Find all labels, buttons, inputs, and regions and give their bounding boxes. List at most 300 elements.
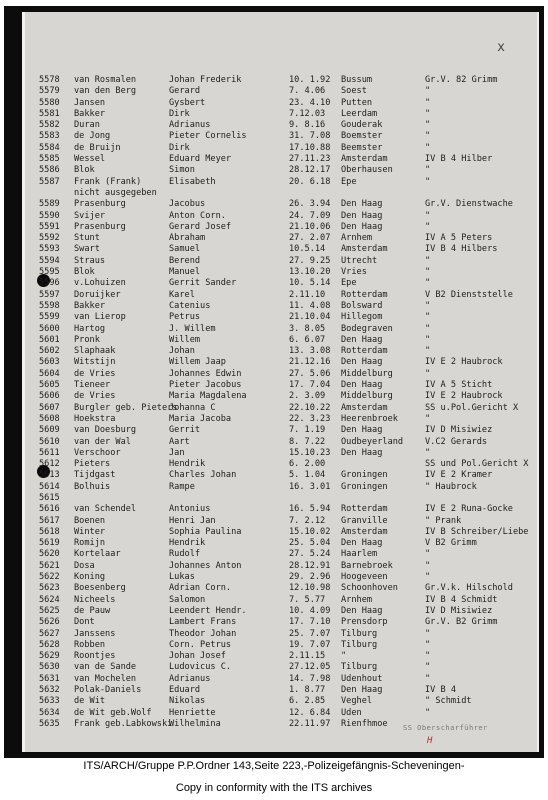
entry-number: 5597 bbox=[39, 289, 60, 300]
entry-number: 5592 bbox=[39, 233, 60, 244]
entry-department-note: IV D Misiwiez bbox=[425, 425, 493, 436]
entry-number: 5580 bbox=[39, 97, 60, 108]
entry-birth-place: Haarlem bbox=[341, 549, 378, 560]
register-row bbox=[39, 131, 529, 142]
entry-surname: van der Wal bbox=[74, 436, 131, 447]
entry-birth-place: Bussum bbox=[341, 75, 373, 85]
entry-number: 5618 bbox=[39, 526, 60, 537]
entry-surname: Svijer bbox=[74, 210, 106, 221]
entry-number: 5632 bbox=[39, 685, 60, 696]
register-row bbox=[39, 674, 529, 685]
entry-department-note: SS und Pol.Gericht X bbox=[425, 459, 529, 470]
entry-department-note: " bbox=[425, 651, 431, 662]
entry-birth-date: 2.11.15 bbox=[289, 651, 326, 662]
entry-number: 5593 bbox=[39, 244, 60, 255]
entry-given-name: Pieter Jacobus bbox=[169, 380, 242, 391]
entry-given-name: Johan Josef bbox=[169, 651, 226, 662]
entry-birth-place: Groningen bbox=[341, 481, 388, 492]
entry-given-name: Lukas bbox=[169, 572, 195, 583]
entry-birth-date: 27. 5.24 bbox=[289, 549, 331, 560]
register-row bbox=[39, 437, 529, 448]
entry-birth-date: 5. 1.04 bbox=[289, 470, 326, 481]
entry-surname: van Lierop bbox=[74, 312, 126, 323]
entry-birth-date: 27. 5.06 bbox=[289, 368, 331, 379]
entry-birth-date: 10. 4.09 bbox=[289, 605, 331, 616]
entry-birth-date: 25. 5.04 bbox=[289, 538, 331, 549]
entry-surname: Boesenberg bbox=[74, 583, 126, 594]
entry-number: 5605 bbox=[39, 380, 60, 391]
register-row bbox=[39, 211, 529, 222]
entry-department-note: IV E 2 Haubrock bbox=[425, 357, 503, 368]
entry-surname: Frank (Frank) bbox=[74, 176, 142, 187]
entry-given-name: Samuel bbox=[169, 244, 201, 255]
entry-number: 5612 bbox=[39, 459, 60, 470]
entry-birth-place: Den Haag bbox=[341, 357, 383, 368]
entry-birth-date: 27. 2.07 bbox=[289, 233, 331, 244]
entry-birth-date: 2.11.10 bbox=[289, 289, 326, 300]
entry-given-name: Johan bbox=[169, 346, 195, 357]
entry-birth-place: Boemster bbox=[341, 131, 383, 142]
register-row bbox=[39, 504, 529, 515]
entry-birth-date: 7. 4.06 bbox=[289, 86, 326, 97]
entry-given-name: Johannes Anton bbox=[169, 560, 242, 571]
register-row bbox=[39, 617, 529, 628]
entry-surname: Hoekstra bbox=[74, 413, 116, 424]
entry-number: 5583 bbox=[39, 131, 60, 142]
register-row bbox=[39, 256, 529, 267]
entry-birth-date: 21.10.06 bbox=[289, 221, 331, 232]
register-row bbox=[39, 391, 529, 402]
register-row bbox=[39, 651, 529, 662]
entry-surname: van Schendel bbox=[74, 504, 137, 515]
entry-surname: Pieters bbox=[74, 459, 111, 470]
entry-department-note: " bbox=[425, 300, 431, 311]
entry-birth-place: Epe bbox=[341, 176, 357, 187]
register-row bbox=[39, 120, 529, 131]
entry-surname: Swart bbox=[74, 244, 100, 255]
register-row bbox=[39, 583, 529, 594]
entry-number: 5578 bbox=[39, 75, 60, 85]
entry-birth-place: Oudbeyerland bbox=[341, 436, 404, 447]
entry-surname: de Jong bbox=[74, 131, 111, 142]
register-row bbox=[39, 369, 529, 380]
register-row bbox=[39, 312, 529, 323]
entry-birth-place: Soest bbox=[341, 86, 367, 97]
entry-department-note: " bbox=[425, 131, 431, 142]
entry-surname: Bolhuis bbox=[74, 481, 111, 492]
entry-given-name: Theodor Johan bbox=[169, 628, 237, 639]
register-row bbox=[39, 685, 529, 696]
entry-birth-date: 1. 8.77 bbox=[289, 685, 326, 696]
register-row bbox=[39, 290, 529, 301]
entry-birth-place: Den Haag bbox=[341, 685, 383, 696]
entry-department-note: " bbox=[425, 312, 431, 323]
register-row bbox=[39, 482, 529, 493]
entry-surname: Boenen bbox=[74, 515, 106, 526]
entry-number: 5602 bbox=[39, 346, 60, 357]
entry-given-name: Johannes Edwin bbox=[169, 368, 242, 379]
entry-given-name: Dirk bbox=[169, 108, 190, 119]
entry-birth-date: 8. 7.22 bbox=[289, 436, 326, 447]
entry-department-note: Gr.V.k. Hilschold bbox=[425, 583, 513, 594]
entry-number: 5621 bbox=[39, 560, 60, 571]
entry-birth-place: Bolsward bbox=[341, 300, 383, 311]
entry-surname: Roontjes bbox=[74, 651, 116, 662]
entry-birth-date: 21.12.16 bbox=[289, 357, 331, 368]
entry-birth-place: Amsterdam bbox=[341, 154, 388, 165]
register-row bbox=[39, 459, 529, 470]
entry-birth-date: 27. 9.25 bbox=[289, 255, 331, 266]
entry-surname: Duran bbox=[74, 120, 100, 131]
entry-surname: de Wit geb.Wolf bbox=[74, 707, 152, 718]
entry-department-note: V.C2 Gerards bbox=[425, 436, 488, 447]
stamp-text: SS Oberscharführer bbox=[403, 724, 488, 732]
entry-department-note: " Prank bbox=[425, 515, 462, 526]
register-row bbox=[39, 470, 529, 481]
entry-birth-place: Groningen bbox=[341, 470, 388, 481]
entry-birth-place: Amsterdam bbox=[341, 402, 388, 413]
entry-surname: Jansen bbox=[74, 97, 106, 108]
register-row bbox=[39, 267, 529, 278]
entry-number: 5613 bbox=[39, 470, 60, 481]
entry-surname: de Wit bbox=[74, 696, 106, 707]
entry-surname: Dont bbox=[74, 617, 95, 628]
entry-given-name: Simon bbox=[169, 165, 195, 176]
entry-birth-date: 22.11.97 bbox=[289, 718, 331, 729]
entry-surname: Wessel bbox=[74, 154, 106, 165]
entry-birth-place: Den Haag bbox=[341, 221, 383, 232]
register-row bbox=[39, 516, 529, 527]
entry-number: 5582 bbox=[39, 120, 60, 131]
entry-surname: Doruijker bbox=[74, 289, 121, 300]
register-row bbox=[39, 357, 529, 368]
entry-birth-date: 6. 6.07 bbox=[289, 334, 326, 345]
entry-birth-place: Den Haag bbox=[341, 334, 383, 345]
entry-surname: Prasenburg bbox=[74, 199, 126, 210]
entry-birth-place: Den Haag bbox=[341, 605, 383, 616]
register-row bbox=[39, 448, 529, 459]
entry-surname: Nicheels bbox=[74, 594, 116, 605]
entry-number: 5594 bbox=[39, 255, 60, 266]
entry-surname: van Rosmalen bbox=[74, 75, 137, 85]
entry-birth-date: 16. 5.94 bbox=[289, 504, 331, 515]
entry-birth-place: Hoogeveen bbox=[341, 572, 388, 583]
register-row bbox=[39, 629, 529, 640]
entry-given-name: Aart bbox=[169, 436, 190, 447]
entry-birth-date: 11. 4.08 bbox=[289, 300, 331, 311]
entry-number: 5587 bbox=[39, 176, 60, 187]
entry-given-name: Nikolas bbox=[169, 696, 206, 707]
register-row bbox=[39, 98, 529, 109]
entry-birth-place: Uden bbox=[341, 707, 362, 718]
entry-birth-place: Heerenbroek bbox=[341, 413, 398, 424]
entry-surname: nicht ausgegeben bbox=[74, 187, 157, 198]
entry-given-name: Pieter Cornelis bbox=[169, 131, 247, 142]
entry-department-note: " bbox=[425, 120, 431, 131]
entry-number: 5634 bbox=[39, 707, 60, 718]
register-row bbox=[39, 244, 529, 255]
entry-department-note: " bbox=[425, 413, 431, 424]
entry-surname: Blok bbox=[74, 267, 95, 278]
entry-birth-place: Den Haag bbox=[341, 538, 383, 549]
entry-surname: Straus bbox=[74, 255, 106, 266]
entry-birth-place: Tilburg bbox=[341, 662, 378, 673]
entry-given-name: Antonius bbox=[169, 504, 211, 515]
entry-number: 5628 bbox=[39, 639, 60, 650]
entry-department-note: " bbox=[425, 447, 431, 458]
handwritten-signature: H bbox=[427, 736, 433, 746]
entry-birth-place: Rotterdam bbox=[341, 346, 388, 357]
entry-given-name: Wilhelmina bbox=[169, 718, 221, 729]
entry-department-note: " bbox=[425, 628, 431, 639]
entry-birth-place: Udenhout bbox=[341, 673, 383, 684]
entry-birth-date: 14. 7.98 bbox=[289, 673, 331, 684]
entry-number: 5615 bbox=[39, 492, 60, 503]
entry-surname: Bakker bbox=[74, 108, 106, 119]
entry-birth-date: 28.12.91 bbox=[289, 560, 331, 571]
entry-number: 5581 bbox=[39, 108, 60, 119]
entry-number: 5630 bbox=[39, 662, 60, 673]
entry-birth-date: 6. 2.85 bbox=[289, 696, 326, 707]
entry-birth-date: 25. 7.07 bbox=[289, 628, 331, 639]
entry-birth-date: 7. 5.77 bbox=[289, 594, 326, 605]
entry-given-name: Berend bbox=[169, 255, 201, 266]
entry-birth-date: 2. 3.09 bbox=[289, 391, 326, 402]
entry-birth-place: Arnhem bbox=[341, 233, 373, 244]
register-row bbox=[39, 493, 529, 504]
entry-number: 5627 bbox=[39, 628, 60, 639]
register-row bbox=[39, 708, 529, 719]
register-row bbox=[39, 662, 529, 673]
entry-birth-place: Veghel bbox=[341, 696, 373, 707]
conformity-caption: Copy in conformity with the ITS archives bbox=[175, 782, 373, 794]
register-row bbox=[39, 222, 529, 233]
register-row bbox=[39, 335, 529, 346]
entry-number: 5635 bbox=[39, 718, 60, 729]
entry-number: 5585 bbox=[39, 154, 60, 165]
entry-birth-place: Oberhausen bbox=[341, 165, 393, 176]
entry-department-note: IV B 4 bbox=[425, 685, 457, 696]
entry-number: 5617 bbox=[39, 515, 60, 526]
entry-surname: Frank geb.Labkowski bbox=[74, 718, 173, 729]
entry-birth-place: Prensdorp bbox=[341, 617, 388, 628]
entry-given-name: Lambert Frans bbox=[169, 617, 237, 628]
entry-given-name: Sophia Paulina bbox=[169, 526, 242, 537]
entry-birth-date: 28.12.17 bbox=[289, 165, 331, 176]
entry-given-name: Charles Johan bbox=[169, 470, 237, 481]
entry-department-note: " bbox=[425, 142, 431, 153]
scan-frame bbox=[4, 6, 544, 758]
entry-department-note: IV E 2 Haubrock bbox=[425, 391, 503, 402]
entry-number: 5589 bbox=[39, 199, 60, 210]
entry-surname: de Bruijn bbox=[74, 142, 121, 153]
entry-department-note: " bbox=[425, 639, 431, 650]
entry-surname: de Vries bbox=[74, 391, 116, 402]
entry-department-note: " bbox=[425, 368, 431, 379]
entry-given-name: Adrianus bbox=[169, 673, 211, 684]
register-row bbox=[39, 154, 529, 165]
entry-department-note: IV B 4 Hilber bbox=[425, 154, 493, 165]
entry-surname: Hartog bbox=[74, 323, 106, 334]
register-row bbox=[39, 527, 529, 538]
entry-surname: van den Berg bbox=[74, 86, 137, 97]
entry-department-note: " bbox=[425, 176, 431, 187]
entry-birth-place: Rienfhmoe bbox=[341, 718, 388, 729]
entry-number: 5595 bbox=[39, 267, 60, 278]
entry-birth-place: Middelburg bbox=[341, 368, 393, 379]
entry-department-note: " bbox=[425, 560, 431, 571]
entry-department-note: V B2 Dienststelle bbox=[425, 289, 513, 300]
entry-surname: van Doesburg bbox=[74, 425, 137, 436]
entry-birth-place: Granville bbox=[341, 515, 388, 526]
entry-given-name: Gerrit bbox=[169, 425, 201, 436]
entry-given-name: Eduard Meyer bbox=[169, 154, 232, 165]
entry-birth-date: 16. 3.01 bbox=[289, 481, 331, 492]
entry-birth-place: Epe bbox=[341, 278, 357, 289]
entry-birth-place: Den Haag bbox=[341, 425, 383, 436]
register-row bbox=[39, 165, 529, 176]
entry-surname: Pronk bbox=[74, 334, 100, 345]
entry-given-name: Manuel bbox=[169, 267, 201, 278]
register-row bbox=[39, 640, 529, 651]
entry-given-name: Henriette bbox=[169, 707, 216, 718]
register-row bbox=[39, 233, 529, 244]
entry-department-note: " bbox=[425, 267, 431, 278]
entry-number: 5603 bbox=[39, 357, 60, 368]
entry-department-note: IV E 2 Kramer bbox=[425, 470, 493, 481]
register-row bbox=[39, 403, 529, 414]
entry-given-name: Leendert Hendr. bbox=[169, 605, 247, 616]
entry-birth-place: Tilburg bbox=[341, 628, 378, 639]
register-row bbox=[39, 177, 529, 188]
entry-given-name: Adrian Corn. bbox=[169, 583, 232, 594]
entry-surname: Tieneer bbox=[74, 380, 111, 391]
entry-department-note: SS u.Pol.Gericht X bbox=[425, 402, 519, 413]
entry-given-name: Johanna C bbox=[169, 402, 216, 413]
entry-department-note: " bbox=[425, 221, 431, 232]
register-row bbox=[39, 278, 529, 289]
entry-birth-date: 10.5.14 bbox=[289, 244, 326, 255]
entry-number: 5590 bbox=[39, 210, 60, 221]
entry-surname: Slaphaak bbox=[74, 346, 116, 357]
register-row bbox=[39, 549, 529, 560]
entry-birth-place: Leerdam bbox=[341, 108, 378, 119]
entry-birth-place: Rotterdam bbox=[341, 289, 388, 300]
entry-given-name: Rampe bbox=[169, 481, 195, 492]
entry-given-name: Hendrik bbox=[169, 538, 206, 549]
entry-birth-date: 20. 6.18 bbox=[289, 176, 331, 187]
entry-given-name: Johan Frederik bbox=[169, 75, 242, 85]
entry-given-name: Karel bbox=[169, 289, 195, 300]
register-row bbox=[39, 188, 529, 199]
entry-department-note: " bbox=[425, 278, 431, 289]
entry-department-note: " bbox=[425, 210, 431, 221]
entry-birth-place: Arnhem bbox=[341, 594, 373, 605]
entry-number: 5596 bbox=[39, 278, 60, 289]
entry-department-note: " bbox=[425, 346, 431, 357]
entry-birth-place: Schoonhoven bbox=[341, 583, 398, 594]
register-row bbox=[39, 572, 529, 583]
entry-birth-place: Den Haag bbox=[341, 447, 383, 458]
entry-number: 5600 bbox=[39, 323, 60, 334]
entry-birth-date: 7. 1.19 bbox=[289, 425, 326, 436]
entry-birth-date: 22.10.22 bbox=[289, 402, 331, 413]
entry-birth-date: 13.10.20 bbox=[289, 267, 331, 278]
entry-given-name: Willem Jaap bbox=[169, 357, 226, 368]
entry-birth-date: 24. 7.09 bbox=[289, 210, 331, 221]
entry-number: 5623 bbox=[39, 583, 60, 594]
entry-department-note: IV E 2 Runa-Gocke bbox=[425, 504, 513, 515]
register-row bbox=[39, 75, 529, 86]
entry-birth-place: Den Haag bbox=[341, 199, 383, 210]
entry-number: 5606 bbox=[39, 391, 60, 402]
entry-given-name: Eduard bbox=[169, 685, 201, 696]
entry-given-name: Salomon bbox=[169, 594, 206, 605]
entry-number: 5591 bbox=[39, 221, 60, 232]
entry-given-name: Jacobus bbox=[169, 199, 206, 210]
entry-department-note: IV B Schreiber/Liebe bbox=[425, 526, 529, 537]
entry-birth-place: Amsterdam bbox=[341, 244, 388, 255]
entry-given-name: Anton Corn. bbox=[169, 210, 226, 221]
register-row bbox=[39, 380, 529, 391]
entry-birth-date: 17. 7.10 bbox=[289, 617, 331, 628]
entry-given-name: J. Willem bbox=[169, 323, 216, 334]
register-row bbox=[39, 199, 529, 210]
entry-given-name: Gysbert bbox=[169, 97, 206, 108]
entry-number: 5607 bbox=[39, 402, 60, 413]
entry-birth-date: 26. 3.94 bbox=[289, 199, 331, 210]
entry-department-note: IV A 5 Peters bbox=[425, 233, 493, 244]
entry-department-note: V B2 Grimm bbox=[425, 538, 477, 549]
entry-surname: Romijn bbox=[74, 538, 106, 549]
register-row bbox=[39, 109, 529, 120]
entry-surname: de Pauw bbox=[74, 605, 111, 616]
entry-surname: Blok bbox=[74, 165, 95, 176]
entry-given-name: Petrus bbox=[169, 312, 201, 323]
entry-department-note: " bbox=[425, 97, 431, 108]
register-row bbox=[39, 561, 529, 572]
entry-given-name: Maria Magdalena bbox=[169, 391, 247, 402]
entry-birth-date: 7. 2.12 bbox=[289, 515, 326, 526]
entry-surname: Burgler geb. Pieters bbox=[74, 402, 178, 413]
entry-surname: Stunt bbox=[74, 233, 100, 244]
entry-number: 5619 bbox=[39, 538, 60, 549]
entry-birth-place: Den Haag bbox=[341, 210, 383, 221]
entry-birth-date: 12. 6.84 bbox=[289, 707, 331, 718]
entry-number: 5620 bbox=[39, 549, 60, 560]
entry-department-note: IV D Misiwiez bbox=[425, 605, 493, 616]
register-row bbox=[39, 606, 529, 617]
entry-birth-date: 10. 5.14 bbox=[289, 278, 331, 289]
entry-number: 5614 bbox=[39, 481, 60, 492]
entry-birth-date: 22. 3.23 bbox=[289, 413, 331, 424]
register-row bbox=[39, 696, 529, 707]
entry-surname: Robben bbox=[74, 639, 106, 650]
entry-birth-place: Bodegraven bbox=[341, 323, 393, 334]
register-row bbox=[39, 346, 529, 357]
entry-department-note: IV A 5 Sticht bbox=[425, 380, 493, 391]
entry-number: 5629 bbox=[39, 651, 60, 662]
entry-department-note: " Schmidt bbox=[425, 696, 472, 707]
entry-given-name: Ludovicus C. bbox=[169, 662, 232, 673]
entry-given-name: Elisabeth bbox=[169, 176, 216, 187]
entry-birth-date: 6. 2.00 bbox=[289, 459, 326, 470]
register-row bbox=[39, 324, 529, 335]
entry-department-note: " bbox=[425, 673, 431, 684]
entry-birth-date: 17.10.88 bbox=[289, 142, 331, 153]
entry-birth-date: 9. 8.16 bbox=[289, 120, 326, 131]
entry-given-name: Gerard Josef bbox=[169, 221, 232, 232]
